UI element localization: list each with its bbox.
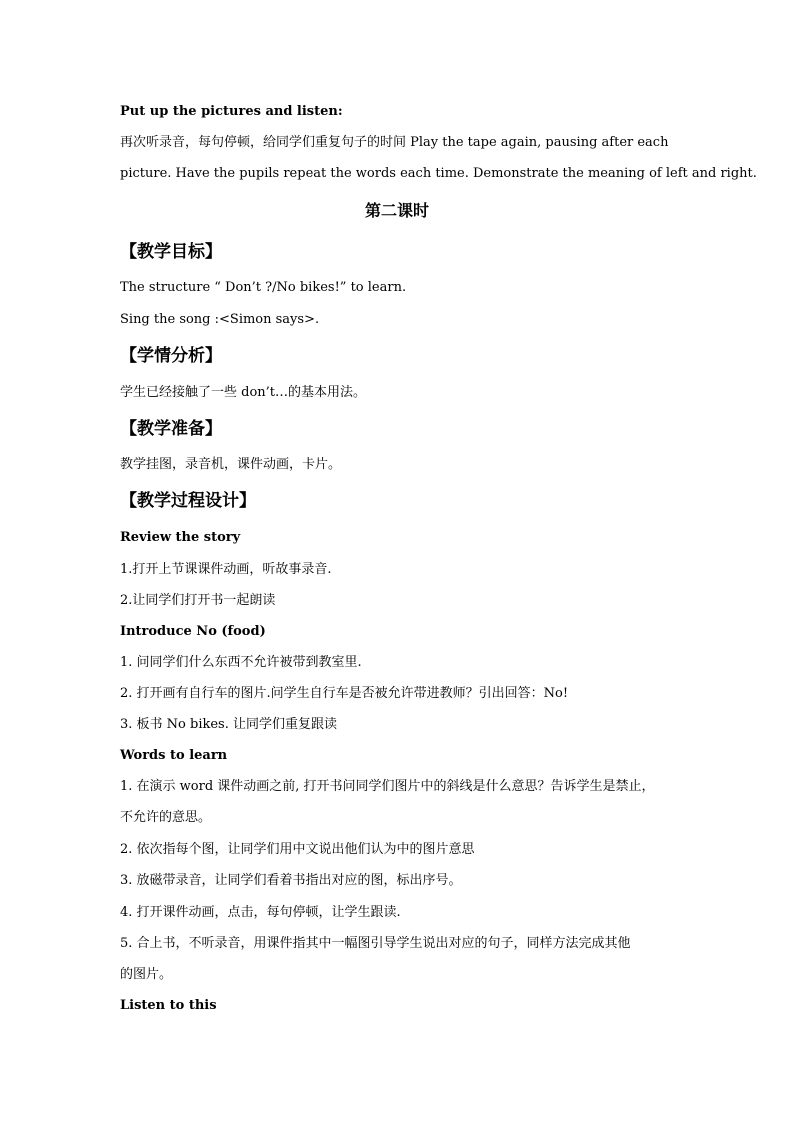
words-step-4: 4. 打开课件动画，点击，每句停顿，让学生跟读. [120,905,401,920]
introduce-heading: Introduce No (food) [120,624,266,639]
prep-heading: 【教学准备】 [120,419,222,439]
review-step-1: 1.打开上节课课件动画，听故事录音. [120,562,332,577]
lesson-title: 第二课时 [364,201,429,220]
introduce-step-1: 1. 问同学们什么东西不允许被带到教室里. [120,655,362,670]
introduce-step-2: 2. 打开画有自行车的图片.问学生自行车是否被允许带进教师？引出回答：No! [120,686,569,701]
introduce-step-3: 3. 板书 No bikes. 让同学们重复跟读 [120,717,337,732]
goal-heading: 【教学目标】 [120,242,222,262]
words-step-3: 3. 放磁带录音，让同学们看着书指出对应的图，标出序号。 [120,873,462,888]
analysis-heading: 【学情分析】 [120,346,222,366]
words-step-1b: 不允许的意思。 [120,810,212,825]
words-step-5b: 的图片。 [120,967,173,982]
review-step-2: 2.让同学们打开书一起朗读 [120,593,276,608]
put-up-line-1: 再次听录音，每句停顿，给同学们重复句子的时间 Play the tape again, pausing after each [120,135,669,150]
words-step-2: 2. 依次指每个图，让同学们用中文说出他们认为中的图片意思 [120,842,475,857]
goal-line-1: The structure “ Don’t ?/No bikes!” to learn. [120,280,407,295]
process-heading: 【教学过程设计】 [120,491,256,511]
words-heading: Words to learn [120,748,228,763]
prep-line-1: 教学挂图，录音机，课件动画，卡片。 [120,457,342,472]
put-up-line-2: picture. Have the pupils repeat the words each time. Demonstrate the meaning of left and right. [120,166,757,181]
listen-heading: Listen to this [120,998,217,1013]
goal-line-2: Sing the song :<Simon says>. [120,312,320,327]
words-step-5a: 5. 合上书，不听录音，用课件指其中一幅图引导学生说出对应的句子，同样方法完成其他 [120,936,631,951]
analysis-line-1: 学生已经接触了一些 don’t…的基本用法。 [120,385,367,400]
review-heading: Review the story [120,530,241,545]
words-step-1a: 1. 在演示 word 课件动画之前, 打开书问同学们图片中的斜线是什么意思？告诉学生是禁止， [120,779,655,794]
put-up-heading: Put up the pictures and listen: [120,104,343,119]
